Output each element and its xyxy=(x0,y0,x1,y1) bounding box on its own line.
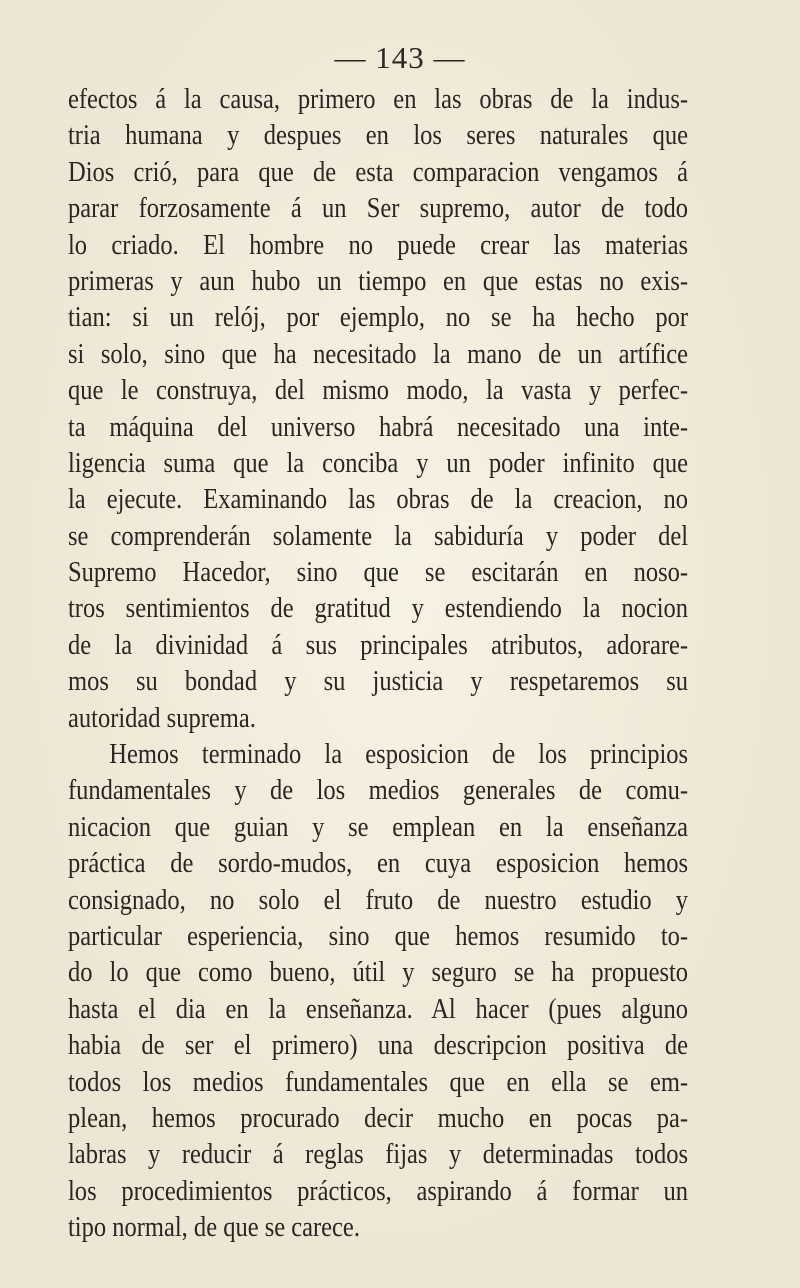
text-line: Supremo Hacedor, sino que se escitarán en noso- xyxy=(68,557,689,589)
text-line: do lo que como bueno, útil y seguro se ha propuesto xyxy=(68,957,689,989)
text-line: la ejecute. Examinando las obras de la creacion, no xyxy=(68,484,689,516)
text-line: todos los medios fundamentales que en ella se em- xyxy=(68,1066,689,1098)
text-line: nicacion que guian y se emplean en la enseñanza xyxy=(68,811,689,843)
text-line: consignado, no solo el fruto de nuestro estudio y xyxy=(68,884,689,916)
text-line: ligencia suma que la conciba y un poder infinito que xyxy=(68,447,689,479)
text-line: mos su bondad y su justicia y respetaremos su xyxy=(68,666,689,698)
text-line: tria humana y despues en los seres naturales que xyxy=(68,120,689,152)
text-line: Hemos terminado la esposicion de los principios xyxy=(109,739,689,771)
text-line: tros sentimientos de gratitud y estendiendo la nocion xyxy=(68,593,689,625)
text-line: plean, hemos procurado decir mucho en pocas pa- xyxy=(68,1102,689,1134)
text-line: habia de ser el primero) una descripcion positiva de xyxy=(68,1030,689,1062)
text-line: se comprenderán solamente la sabiduría y poder del xyxy=(68,520,689,552)
text-line: fundamentales y de los medios generales de comu- xyxy=(68,775,689,807)
text-line: efectos á la causa, primero en las obras de la indus- xyxy=(68,84,689,115)
text-line: hasta el dia en la enseñanza. Al hacer (pues alguno xyxy=(68,993,689,1025)
text-line: lo criado. El hombre no puede crear las materias xyxy=(68,229,689,261)
text-line: si solo, sino que ha necesitado la mano de un artífice xyxy=(68,338,689,370)
text-line: Dios crió, para que de esta comparacion vengamos á xyxy=(68,156,689,188)
text-line: tipo normal, de que se carece. xyxy=(68,1212,360,1244)
text-line: primeras y aun hubo un tiempo en que estas no exis- xyxy=(68,265,689,297)
text-line: tian: si un relój, por ejemplo, no se ha hecho por xyxy=(68,302,689,334)
body-text xyxy=(68,82,688,1247)
text-line: labras y reducir á reglas fijas y determinadas todos xyxy=(68,1139,689,1171)
text-line: particular esperiencia, sino que hemos resumido to- xyxy=(68,920,689,952)
page-number-header: — 143 — xyxy=(334,40,466,75)
text-line: los procedimientos prácticos, aspirando á formar un xyxy=(68,1175,689,1207)
text-line: de la divinidad á sus principales atributos, adorare- xyxy=(68,629,689,661)
text-line: ta máquina del universo habrá necesitado una inte- xyxy=(68,411,689,443)
text-line: que le construya, del mismo modo, la vasta y perfec- xyxy=(68,375,689,407)
text-line: parar forzosamente á un Ser supremo, autor de todo xyxy=(68,193,689,225)
text-line: autoridad suprema. xyxy=(68,702,256,734)
text-line: práctica de sordo-mudos, en cuya esposicion hemos xyxy=(68,848,689,880)
